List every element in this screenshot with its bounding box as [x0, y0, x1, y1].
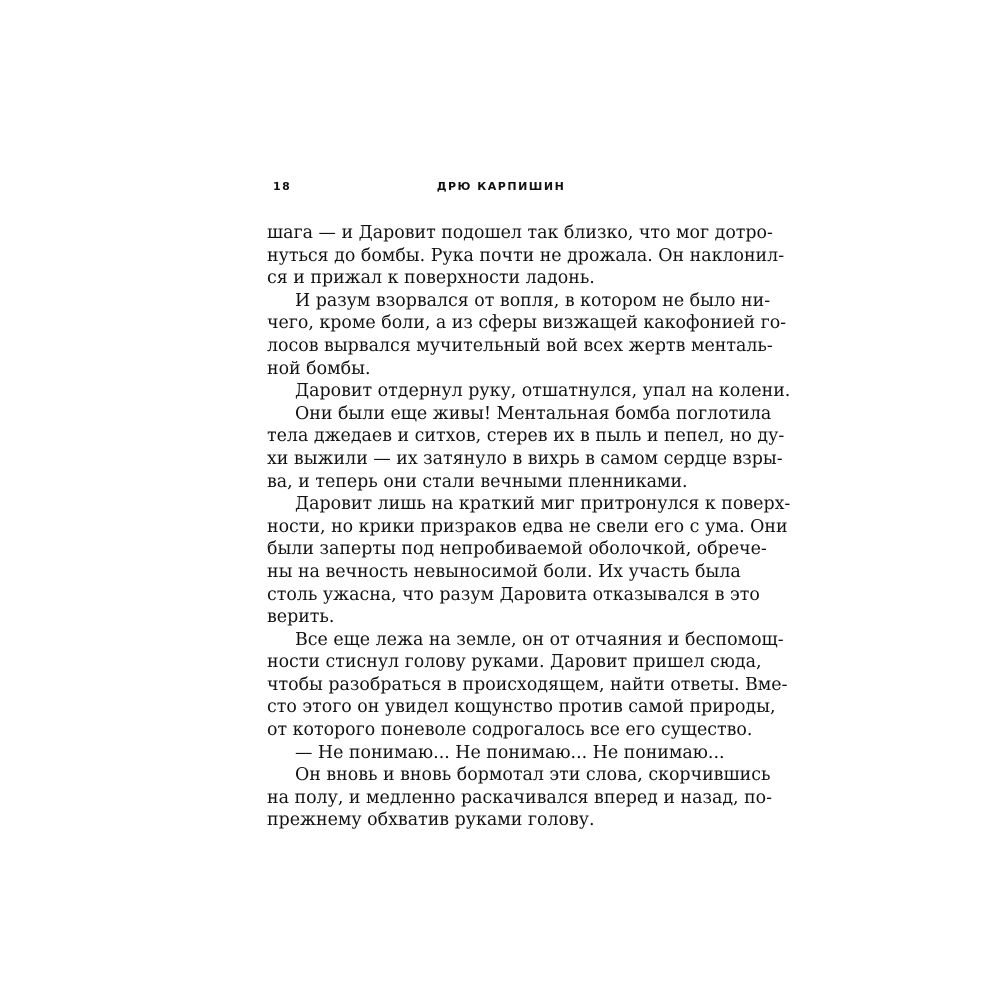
text-line: столь ужасна, что разум Даровита отказывался в это: [267, 584, 760, 605]
text-line: ной бомбы.: [267, 358, 371, 379]
text-line: ва, и теперь они стали вечными пленниками.: [267, 471, 688, 492]
page-number: 18: [273, 180, 292, 193]
text-line: лосов вырвался мучительный вой всех жертв менталь-: [267, 335, 773, 356]
text-line: И разум взорвался от вопля, в котором не было ни-: [295, 290, 771, 311]
text-line: Даровит лишь на краткий миг притронулся к поверх-: [295, 494, 791, 515]
text-line: прежнему обхватив руками голову.: [267, 810, 595, 831]
text-line: ности стиснул голову руками. Даровит пришел сюда,: [267, 652, 762, 673]
text-line: ны на вечность невыносимой боли. Их участь была: [267, 561, 741, 582]
text-line: шага — и Даровит подошел так близко, что мог дотро-: [267, 223, 773, 243]
text-line: — Не понимаю... Не понимаю... Не понимаю...: [295, 742, 725, 763]
running-head: [273, 180, 729, 196]
text-line: от которого поневоле содрогалось все его существо.: [267, 720, 753, 741]
text-line: Даровит отдернул руку, отшатнулся, упал на колени.: [295, 381, 791, 402]
text-line: ся и прижал к поверхности ладонь.: [267, 268, 595, 289]
text-line: сто этого он увидел кощунство против самой природы,: [267, 697, 776, 718]
running-title: ДРЮ КАРПИШИН: [436, 180, 566, 193]
text-line: тела джедаев и ситхов, стерев их в пыль и пепел, но ду-: [267, 426, 785, 447]
text-line: были заперты под непробиваемой оболочкой, обрече-: [267, 539, 767, 560]
text-line: Они были еще живы! Ментальная бомба поглотила: [295, 403, 772, 424]
text-line: Он вновь и вновь бормотал эти слова, скорчившись: [295, 765, 771, 786]
text-line: верить.: [267, 607, 335, 628]
text-line: на полу, и медленно раскачивался вперед и назад, по-: [267, 787, 773, 808]
text-line: хи выжили — их затянуло в вихрь в самом сердце взры-: [267, 448, 783, 469]
text-line: Все еще лежа на земле, он от отчаяния и беспомощ-: [295, 629, 784, 650]
text-line: чтобы разобраться в происходящем, найти ответы. Вме-: [267, 674, 788, 695]
text-line: чего, кроме боли, а из сферы визжащей какофонией го-: [267, 313, 787, 334]
text-line: ности, но крики призраков едва не свели его с ума. Они: [267, 516, 788, 537]
text-line: нуться до бомбы. Рука почти не дрожала. Он наклонил-: [267, 245, 785, 266]
body-text: [267, 222, 791, 832]
